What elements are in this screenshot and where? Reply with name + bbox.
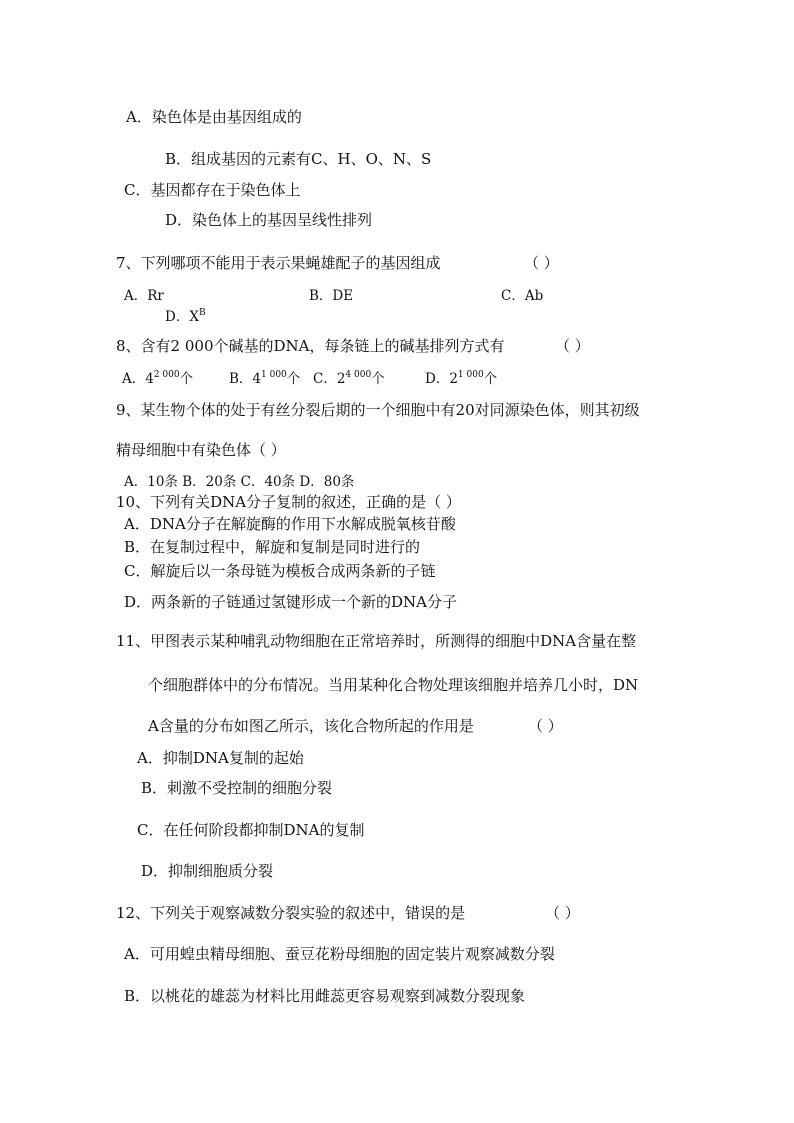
q6-option-b: B．组成基因的元素有C、H、O、N、S bbox=[165, 150, 432, 168]
q11-stem-line1: 11、甲图表示某种哺乳动物细胞在正常培养时，所测得的细胞中DNA含量在整 bbox=[116, 632, 637, 650]
q7-stem: 7、下列哪项不能用于表示果蝇雄配子的基因组成 bbox=[116, 254, 441, 272]
q11-stem-line2: 个细胞群体中的分布情况。当用某种化合物处理该细胞并培养几小时，DN bbox=[148, 676, 639, 694]
q10-stem: 10、下列有关DNA分子复制的叙述，正确的是（ ） bbox=[116, 493, 461, 511]
q8-c-exp: 4 000 bbox=[345, 370, 372, 380]
q8-b-exp: 1 000 bbox=[261, 370, 287, 380]
q8-option-b bbox=[229, 370, 300, 390]
q11-option-b: B．刺激不受控制的细胞分裂 bbox=[141, 779, 333, 797]
q9-stem-line1: 9、某生物个体的处于有丝分裂后期的一个细胞中有20对同源染色体，则其初级 bbox=[116, 401, 640, 419]
q9-stem-line2: 精母细胞中有染色体（ ） bbox=[116, 441, 286, 459]
q11-answer-paren: （ ） bbox=[528, 717, 563, 735]
q7-answer-paren: （ ） bbox=[524, 254, 559, 272]
q8-b-base: B．4 bbox=[229, 371, 262, 387]
q10-option-b: B．在复制过程中，解旋和复制是同时进行的 bbox=[124, 538, 421, 556]
q8-c-base: C．2 bbox=[313, 371, 346, 387]
q11-option-c: C．在任何阶段都抑制DNA的复制 bbox=[137, 821, 365, 839]
q8-answer-paren: （ ） bbox=[555, 337, 590, 355]
q8-a-base: A．4 bbox=[122, 371, 154, 387]
q9-options: A．10条 B．20条 C．40条 D．80条 bbox=[124, 474, 355, 490]
q10-option-a: A．DNA分子在解旋酶的作用下水解成脱氧核苷酸 bbox=[124, 515, 456, 533]
q7-option-d-prefix: D．X bbox=[165, 309, 199, 325]
q11-option-d: D．抑制细胞质分裂 bbox=[141, 862, 274, 880]
q7-option-d-sup: B bbox=[198, 308, 206, 318]
q12-option-b: B．以桃花的雄蕊为材料比用雌蕊更容易观察到减数分裂现象 bbox=[124, 987, 526, 1005]
q8-d-unit: 个 bbox=[483, 371, 498, 387]
q7-option-c: C．Ab bbox=[501, 288, 544, 304]
q6-option-a: A．染色体是由基因组成的 bbox=[126, 108, 302, 126]
q11-stem-line3: A含量的分布如图乙所示，该化合物所起的作用是 bbox=[148, 717, 474, 735]
q11-option-a: A．抑制DNA复制的起始 bbox=[137, 749, 304, 767]
q8-a-unit: 个 bbox=[179, 371, 194, 387]
q12-stem: 12、下列关于观察减数分裂实验的叙述中，错误的是 bbox=[116, 904, 466, 922]
q12-option-a: A．可用蝗虫精母细胞、蚕豆花粉母细胞的固定装片观察减数分裂 bbox=[124, 945, 555, 963]
q8-option-a bbox=[122, 370, 193, 390]
q8-option-c bbox=[313, 370, 385, 390]
q8-option-d bbox=[425, 370, 497, 390]
q10-option-d: D．两条新的子链通过氢键形成一个新的DNA分子 bbox=[124, 593, 458, 611]
q8-d-base: D．2 bbox=[425, 371, 458, 387]
q8-stem: 8、含有2 000个碱基的DNA，每条链上的碱基排列方式有 bbox=[116, 337, 505, 355]
q7-option-a: A．Rr bbox=[124, 288, 164, 304]
q7-option-b: B．DE bbox=[309, 288, 354, 304]
q12-answer-paren: （ ） bbox=[545, 904, 580, 922]
q6-option-d: D．染色体上的基因呈线性排列 bbox=[165, 211, 373, 229]
q10-option-c: C．解旋后以一条母链为模板合成两条新的子链 bbox=[124, 562, 436, 580]
q8-a-exp: 2 000 bbox=[153, 370, 180, 380]
q8-b-unit: 个 bbox=[286, 371, 301, 387]
q8-d-exp: 1 000 bbox=[457, 370, 484, 380]
q7-option-d bbox=[165, 308, 206, 328]
q8-c-unit: 个 bbox=[371, 371, 385, 387]
q6-option-c: C．基因都存在于染色体上 bbox=[124, 181, 301, 199]
